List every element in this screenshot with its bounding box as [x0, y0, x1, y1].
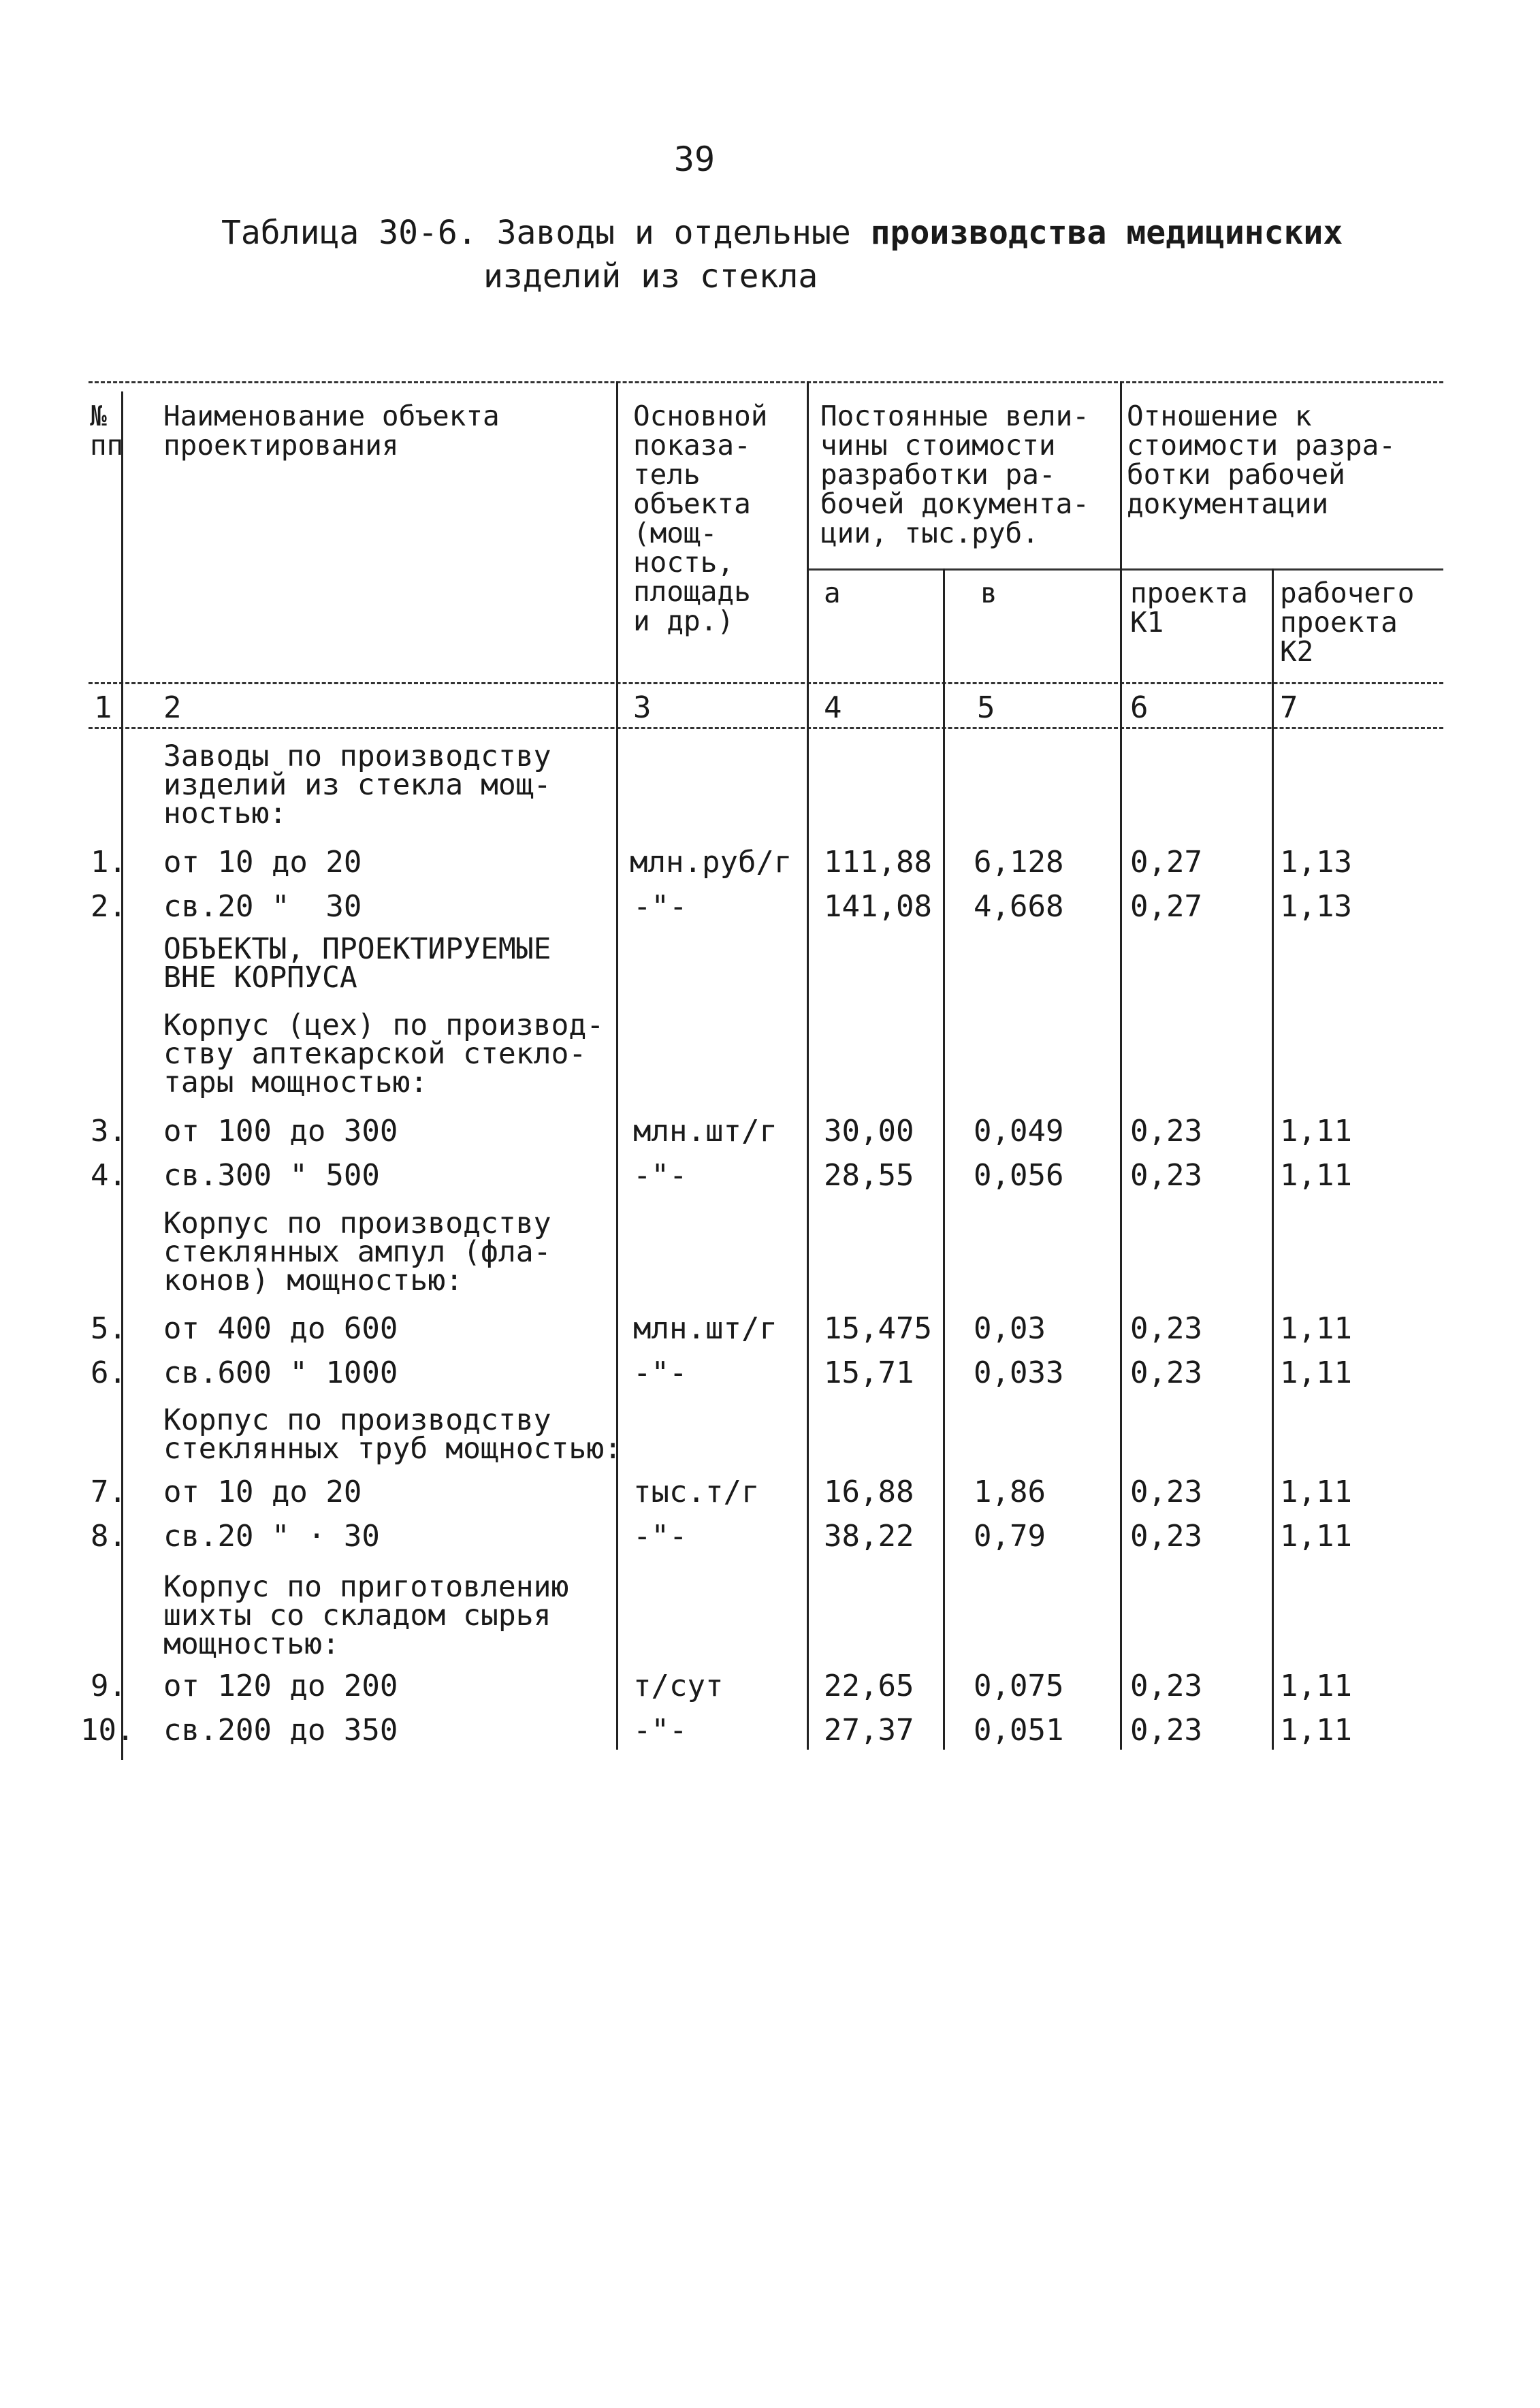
- header-name: Наименование объекта проектирования: [163, 400, 500, 462]
- colnum-3: 3: [633, 690, 652, 725]
- row-a: 15,71: [824, 1355, 914, 1390]
- row-num: 6.: [91, 1355, 127, 1390]
- row-num: 4.: [91, 1158, 127, 1193]
- colnum-6: 6: [1130, 690, 1149, 725]
- header-k2: рабочего проекта К2: [1280, 577, 1415, 668]
- row-b: 4,668: [974, 889, 1064, 924]
- header-sub-rule: [807, 568, 1443, 571]
- col-divider-3: [807, 381, 809, 1750]
- row-a: 16,88: [824, 1475, 914, 1509]
- colnum-2: 2: [163, 690, 182, 725]
- col-divider-6: [1272, 568, 1274, 1750]
- row-a: 141,08: [824, 889, 932, 924]
- section-heading: Корпус по производству стеклянных ампул (фла- конов) мощностью:: [163, 1206, 551, 1298]
- row-b: 0,03: [974, 1311, 1046, 1346]
- row-b: 6,128: [974, 845, 1064, 880]
- row-num: 9.: [91, 1669, 127, 1703]
- row-k2: 1,11: [1280, 1355, 1352, 1390]
- header-b: в: [980, 577, 997, 609]
- caption-prefix: Таблица 30-6. Заводы и отдельные: [221, 214, 871, 252]
- col-divider-2: [616, 381, 618, 1750]
- row-unit: т/сут: [633, 1669, 724, 1703]
- row-a: 38,22: [824, 1519, 914, 1554]
- row-name: св.300 " 500: [163, 1158, 380, 1193]
- row-k2: 1,11: [1280, 1158, 1352, 1193]
- caption-bold: производства медицинских: [870, 214, 1343, 252]
- row-unit: -"-: [633, 1519, 688, 1554]
- header-num: № пп: [90, 400, 124, 462]
- row-k2: 1,11: [1280, 1519, 1352, 1554]
- row-unit: млн.шт/г: [633, 1311, 777, 1346]
- section-heading: Заводы по производству изделий из стекла мощ- ностью:: [163, 739, 551, 831]
- section-heading: Корпус по приготовлению шихты со складом сырья мощностью:: [163, 1570, 569, 1661]
- row-num: 8.: [91, 1519, 127, 1554]
- colnum-bottom-rule: [89, 727, 1443, 729]
- row-name: от 100 до 300: [163, 1114, 398, 1149]
- header-ratio: Отношение к стоимости разра- ботки рабочей документации: [1127, 400, 1396, 520]
- row-a: 22,65: [824, 1669, 914, 1703]
- section-heading: ОБЪЕКТЫ, ПРОЕКТИРУЕМЫЕ ВНЕ КОРПУСА: [163, 932, 551, 995]
- colnum-1: 1: [94, 690, 112, 725]
- row-k1: 0,23: [1130, 1475, 1202, 1509]
- header-bottom-rule: [89, 682, 1443, 684]
- row-unit: -"-: [633, 1158, 688, 1193]
- row-a: 30,00: [824, 1114, 914, 1149]
- row-b: 0,056: [974, 1158, 1064, 1193]
- row-b: 0,075: [974, 1669, 1064, 1703]
- row-name: св.20 " 30: [163, 889, 362, 924]
- row-k1: 0,23: [1130, 1311, 1202, 1346]
- table-top-rule: [89, 381, 1443, 383]
- row-k1: 0,23: [1130, 1355, 1202, 1390]
- row-k1: 0,23: [1130, 1519, 1202, 1554]
- row-num: 1.: [91, 845, 127, 880]
- col-divider-1: [121, 391, 123, 1760]
- row-k1: 0,23: [1130, 1669, 1202, 1703]
- row-unit: -"-: [633, 1713, 688, 1748]
- row-b: 0,051: [974, 1713, 1064, 1748]
- row-a: 111,88: [824, 845, 932, 880]
- row-name: св.20 " · 30: [163, 1519, 380, 1554]
- row-name: св.200 до 350: [163, 1713, 398, 1748]
- row-num: 10.: [80, 1713, 135, 1748]
- row-name: от 400 до 600: [163, 1311, 398, 1346]
- row-b: 0,033: [974, 1355, 1064, 1390]
- row-k1: 0,23: [1130, 1158, 1202, 1193]
- row-unit: млн.шт/г: [633, 1114, 777, 1149]
- section-heading: Корпус по производству стеклянных труб мощностью:: [163, 1403, 622, 1466]
- row-k1: 0,23: [1130, 1114, 1202, 1149]
- header-constants: Постоянные вели- чины стоимости разработки ра- бочей документа- ции, тыс.руб.: [820, 400, 1089, 549]
- row-a: 15,475: [824, 1311, 932, 1346]
- row-name: св.600 " 1000: [163, 1355, 398, 1390]
- page-number: 39: [673, 140, 716, 179]
- row-num: 5.: [91, 1311, 127, 1346]
- header-a: а: [824, 577, 841, 609]
- row-name: от 10 до 20: [163, 845, 362, 880]
- row-unit: -"-: [633, 1355, 688, 1390]
- header-indicator: Основной показа- тель объекта (мощ- ность, площадь и др.): [633, 400, 768, 637]
- caption-line2: изделий из стекла: [483, 257, 818, 295]
- colnum-4: 4: [824, 690, 842, 725]
- row-num: 3.: [91, 1114, 127, 1149]
- row-unit: млн.руб/г: [630, 845, 792, 880]
- row-unit: -"-: [633, 889, 688, 924]
- header-k1: проекта К1: [1130, 577, 1248, 639]
- col-divider-5: [1120, 381, 1122, 1750]
- col-divider-4: [943, 568, 945, 1750]
- row-k2: 1,11: [1280, 1311, 1352, 1346]
- row-k2: 1,13: [1280, 845, 1352, 880]
- row-k1: 0,27: [1130, 889, 1202, 924]
- row-k2: 1,11: [1280, 1475, 1352, 1509]
- row-k2: 1,11: [1280, 1669, 1352, 1703]
- row-name: от 10 до 20: [163, 1475, 362, 1509]
- row-k1: 0,27: [1130, 845, 1202, 880]
- row-name: от 120 до 200: [163, 1669, 398, 1703]
- row-a: 27,37: [824, 1713, 914, 1748]
- row-unit: тыс.т/г: [633, 1475, 760, 1509]
- row-k2: 1,11: [1280, 1114, 1352, 1149]
- row-k2: 1,13: [1280, 889, 1352, 924]
- section-heading: Корпус (цех) по производ- ству аптекарской стекло- тары мощностью:: [163, 1008, 605, 1099]
- row-num: 2.: [91, 889, 127, 924]
- colnum-5: 5: [977, 690, 995, 725]
- row-a: 28,55: [824, 1158, 914, 1193]
- colnum-7: 7: [1280, 690, 1298, 725]
- row-b: 1,86: [974, 1475, 1046, 1509]
- row-k2: 1,11: [1280, 1713, 1352, 1748]
- row-k1: 0,23: [1130, 1713, 1202, 1748]
- row-b: 0,049: [974, 1114, 1064, 1149]
- row-num: 7.: [91, 1475, 127, 1509]
- row-b: 0,79: [974, 1519, 1046, 1554]
